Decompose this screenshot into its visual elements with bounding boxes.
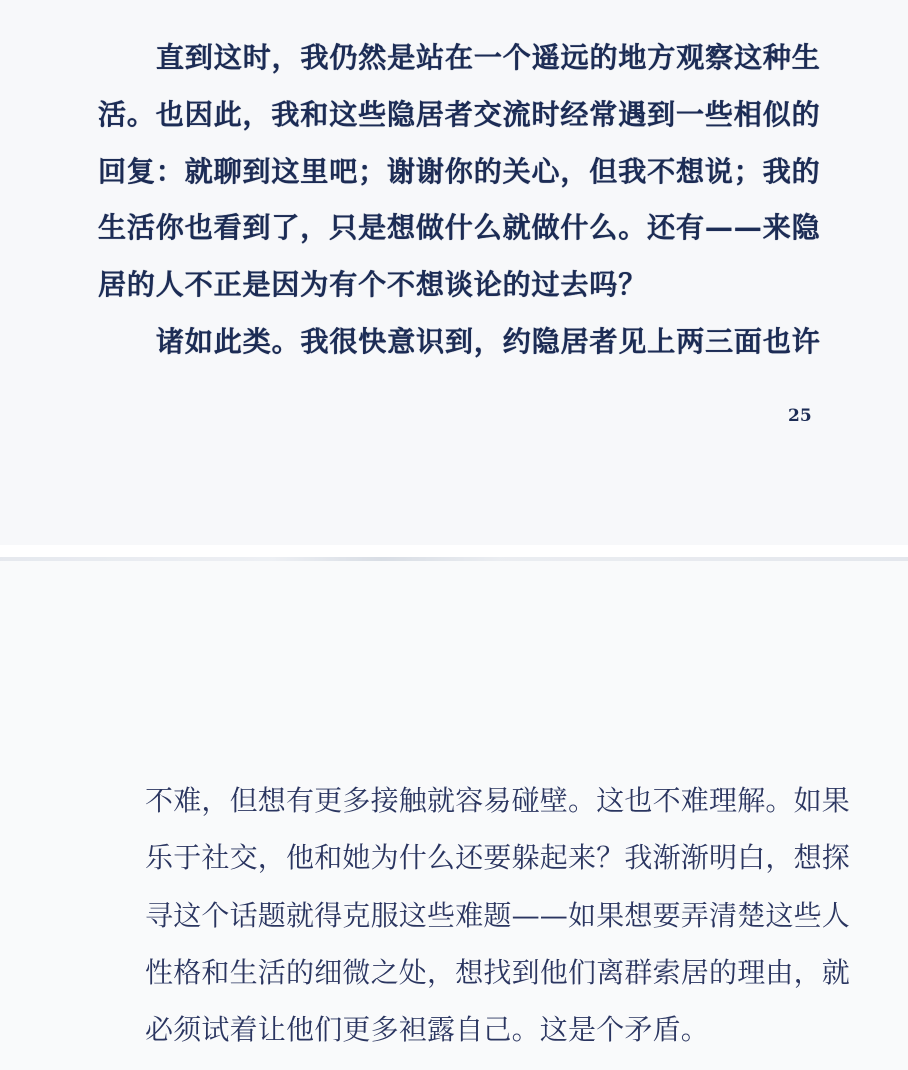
bottom-paragraph-line: 不难，但想有更多接触就容易碰壁。这也不难理解。如果 bbox=[145, 784, 851, 817]
bottom-paragraph-line: 性格和生活的细微之处，想找到他们离群索居的理由，就 bbox=[145, 956, 851, 989]
top-paragraph-line: 回复：就聊到这里吧；谢谢你的关心，但我不想说；我的 bbox=[98, 155, 821, 188]
bottom-page-scan bbox=[0, 561, 908, 1070]
bottom-paragraph-line: 必须试着让他们更多袒露自己。这是个矛盾。 bbox=[145, 1013, 710, 1046]
page-number: 25 bbox=[788, 406, 812, 426]
bottom-paragraph-line: 乐于社交，他和她为什么还要躲起来？我渐渐明白，想探 bbox=[145, 841, 851, 874]
top-paragraph-line: 活。也因此，我和这些隐居者交流时经常遇到一些相似的 bbox=[98, 98, 821, 131]
top-paragraph-line: 生活你也看到了，只是想做什么就做什么。还有——来隐 bbox=[98, 211, 821, 244]
top-paragraph-line: 直到这时，我仍然是站在一个遥远的地方观察这种生 bbox=[156, 41, 821, 74]
top-paragraph-line: 居的人不正是因为有个不想谈论的过去吗？ bbox=[98, 268, 648, 301]
top-paragraph-line: 诸如此类。我很快意识到，约隐居者见上两三面也许 bbox=[156, 325, 821, 358]
bottom-paragraph-line: 寻这个话题就得克服这些难题——如果想要弄清楚这些人 bbox=[145, 899, 851, 932]
